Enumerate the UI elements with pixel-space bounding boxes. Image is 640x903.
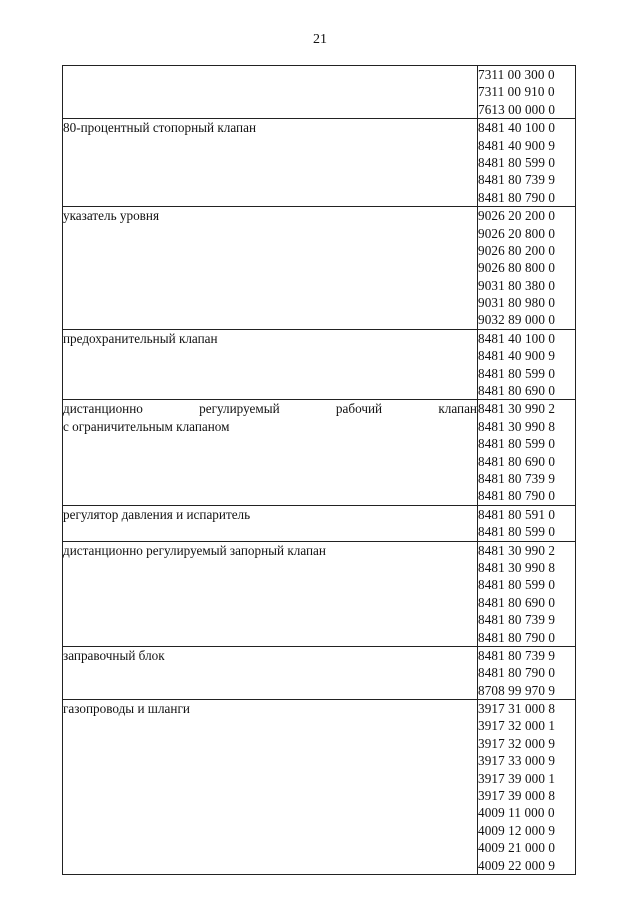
tnved-code: 8481 30 990 2 <box>478 542 556 558</box>
item-name-line: газопроводы и шланги <box>63 701 190 717</box>
tnved-code: 8481 80 790 0 <box>478 488 556 504</box>
item-name-line: предохранительный клапан <box>63 330 218 346</box>
tnved-code: 4009 11 000 0 <box>478 805 555 821</box>
tnved-code: 9032 89 000 0 <box>478 312 556 328</box>
tnved-code: 8481 80 599 0 <box>478 436 556 452</box>
tnved-code: 8481 40 900 9 <box>478 348 556 364</box>
tnved-code: 9031 80 380 0 <box>478 277 556 293</box>
item-name-cell <box>63 541 478 646</box>
tnved-code: 8481 80 690 0 <box>478 453 556 469</box>
codes-table-body <box>63 66 576 875</box>
tnved-code: 8481 80 739 9 <box>478 612 556 628</box>
item-name-line: регулятор давления и испаритель <box>63 506 251 522</box>
tnved-code: 4009 21 000 0 <box>478 840 556 856</box>
tnved-codes-cell <box>478 505 576 541</box>
tnved-code: 8481 80 591 0 <box>478 506 556 522</box>
tnved-code: 8481 40 100 0 <box>478 120 556 136</box>
tnved-code: 9026 80 800 0 <box>478 260 556 276</box>
tnved-code: 8481 80 599 0 <box>478 524 556 540</box>
tnved-code: 8481 40 900 9 <box>478 137 556 153</box>
tnved-code: 3917 32 000 9 <box>478 735 556 751</box>
tnved-code: 8481 80 790 0 <box>478 665 556 681</box>
tnved-code: 8708 99 970 9 <box>478 682 556 698</box>
tnved-code: 8481 80 599 0 <box>478 365 556 381</box>
tnved-code: 3917 39 000 1 <box>478 770 556 786</box>
item-name-line: с ограничительным клапаном <box>63 418 230 434</box>
tnved-code: 8481 80 599 0 <box>478 154 556 170</box>
table-row <box>63 700 576 875</box>
page-number: 21 <box>313 32 327 47</box>
item-name-cell <box>63 207 478 330</box>
tnved-code: 9026 20 800 0 <box>478 225 556 241</box>
item-name-cell <box>63 505 478 541</box>
tnved-code: 9031 80 980 0 <box>478 295 556 311</box>
item-name-line: дистанционно регулируемый запорный клапан <box>63 542 326 558</box>
item-name-cell <box>63 66 478 119</box>
tnved-code: 3917 33 000 9 <box>478 753 556 769</box>
tnved-code: 7311 00 910 0 <box>478 84 555 100</box>
tnved-codes-cell <box>478 646 576 699</box>
tnved-code: 8481 30 990 8 <box>478 418 556 434</box>
tnved-code: 4009 12 000 9 <box>478 822 556 838</box>
tnved-code: 8481 80 790 0 <box>478 629 556 645</box>
tnved-codes-cell <box>478 329 576 400</box>
tnved-codes-cell <box>478 66 576 119</box>
item-name-cell <box>63 400 478 505</box>
table-row <box>63 505 576 541</box>
table-row <box>63 646 576 699</box>
tnved-code: 3917 31 000 8 <box>478 701 556 717</box>
table-row <box>63 66 576 119</box>
item-name-cell <box>63 329 478 400</box>
item-name-cell <box>63 119 478 207</box>
tnved-code: 8481 80 599 0 <box>478 577 556 593</box>
table-row <box>63 541 576 646</box>
table-row <box>63 400 576 505</box>
tnved-code: 8481 30 990 2 <box>478 401 556 417</box>
tnved-codes-cell <box>478 207 576 330</box>
tnved-code: 7311 00 300 0 <box>478 67 555 82</box>
tnved-code: 3917 39 000 8 <box>478 788 556 804</box>
tnved-code: 8481 80 690 0 <box>478 383 556 399</box>
tnved-code: 4009 22 000 9 <box>478 857 556 873</box>
tnved-code: 8481 80 739 9 <box>478 470 556 486</box>
tnved-code: 7613 00 000 0 <box>478 101 556 117</box>
tnved-codes-cell <box>478 541 576 646</box>
tnved-code: 8481 80 739 9 <box>478 172 556 188</box>
table-row <box>63 329 576 400</box>
tnved-code: 9026 80 200 0 <box>478 242 556 258</box>
tnved-code: 8481 40 100 0 <box>478 330 556 346</box>
tnved-codes-cell <box>478 700 576 875</box>
item-name-line: дистанционно регулируемый рабочий клапан <box>63 401 477 417</box>
codes-table <box>62 65 576 875</box>
tnved-code: 8481 80 790 0 <box>478 189 556 205</box>
tnved-code: 8481 30 990 8 <box>478 559 556 575</box>
tnved-code: 8481 80 690 0 <box>478 594 556 610</box>
table-row <box>63 207 576 330</box>
item-name-line: заправочный блок <box>63 647 165 663</box>
tnved-code: 8481 80 739 9 <box>478 647 556 663</box>
tnved-code: 3917 32 000 1 <box>478 718 556 734</box>
table-row <box>63 119 576 207</box>
tnved-codes-cell <box>478 400 576 505</box>
item-name-line: 80-процентный стопорный клапан <box>63 120 257 136</box>
item-name-cell <box>63 646 478 699</box>
item-name-line: указатель уровня <box>63 208 160 224</box>
tnved-codes-cell <box>478 119 576 207</box>
tnved-code: 9026 20 200 0 <box>478 208 556 224</box>
item-name-cell <box>63 700 478 875</box>
